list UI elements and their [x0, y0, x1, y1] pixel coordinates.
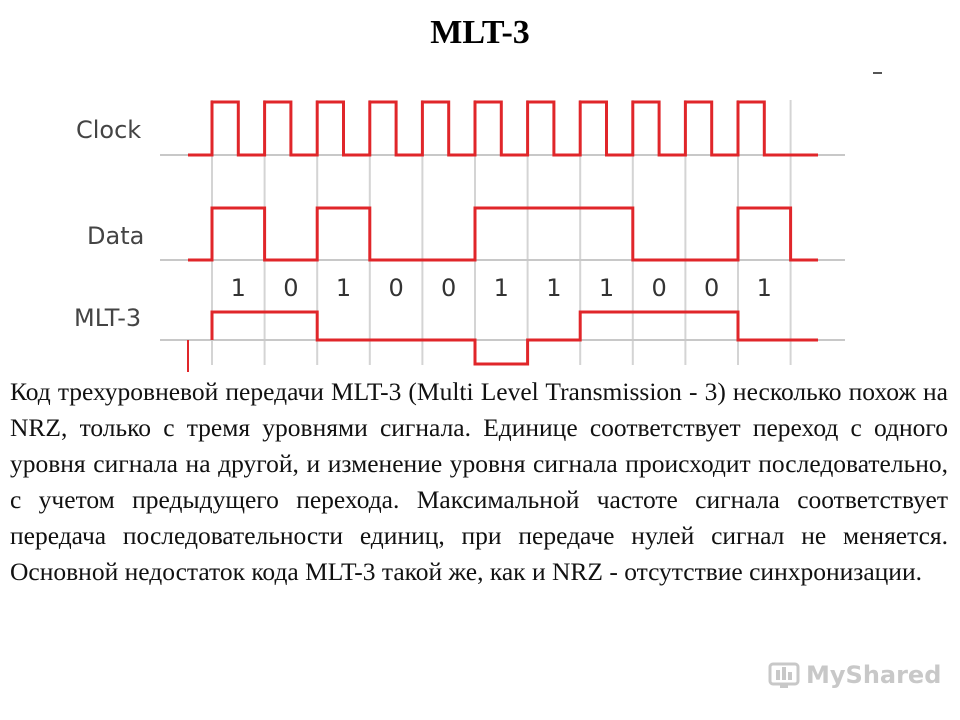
mlt3-waveform — [212, 312, 818, 364]
watermark-text: MyShared — [806, 661, 942, 689]
watermark — [768, 658, 941, 692]
bit-label: 0 — [441, 274, 457, 302]
data-label: Data — [87, 222, 145, 250]
bit-label: 1 — [598, 274, 615, 302]
clock-waveform — [188, 102, 818, 155]
bit-labels — [231, 274, 772, 302]
myshared-logo-icon — [768, 660, 800, 690]
page-title: MLT-3 — [430, 14, 530, 51]
clock-label: Clock — [76, 116, 142, 144]
bit-label: 1 — [756, 274, 772, 302]
bit-label: 0 — [283, 274, 299, 302]
bit-label: 1 — [335, 274, 352, 302]
bit-label: 1 — [493, 274, 509, 302]
bit-label: 1 — [230, 274, 246, 302]
description-paragraph: Код трехуровневой передачи MLT-3 (Multi Level Transmission - 3) несколько похож на NRZ, только с тремя уровнями сигнала. Единице соответствует переход с одного уровня сигнала на другой, и изменение уровня сигнала происходит последовательно, с учетом предыдущего перехода. Максимальной частоте сигнала соответствует передача последовательности единиц, при передаче нулей сигнал не меняется. Основной недостаток кода MLT-3 такой же, как и NRZ - отсутствие синхронизации. — [10, 377, 948, 586]
mlt3-label: MLT-3 — [74, 304, 142, 332]
bit-label: 0 — [388, 274, 404, 302]
bit-label: 0 — [651, 274, 667, 302]
bit-label: 1 — [546, 274, 562, 302]
bit-label: 0 — [704, 274, 720, 302]
data-waveform — [188, 208, 818, 260]
